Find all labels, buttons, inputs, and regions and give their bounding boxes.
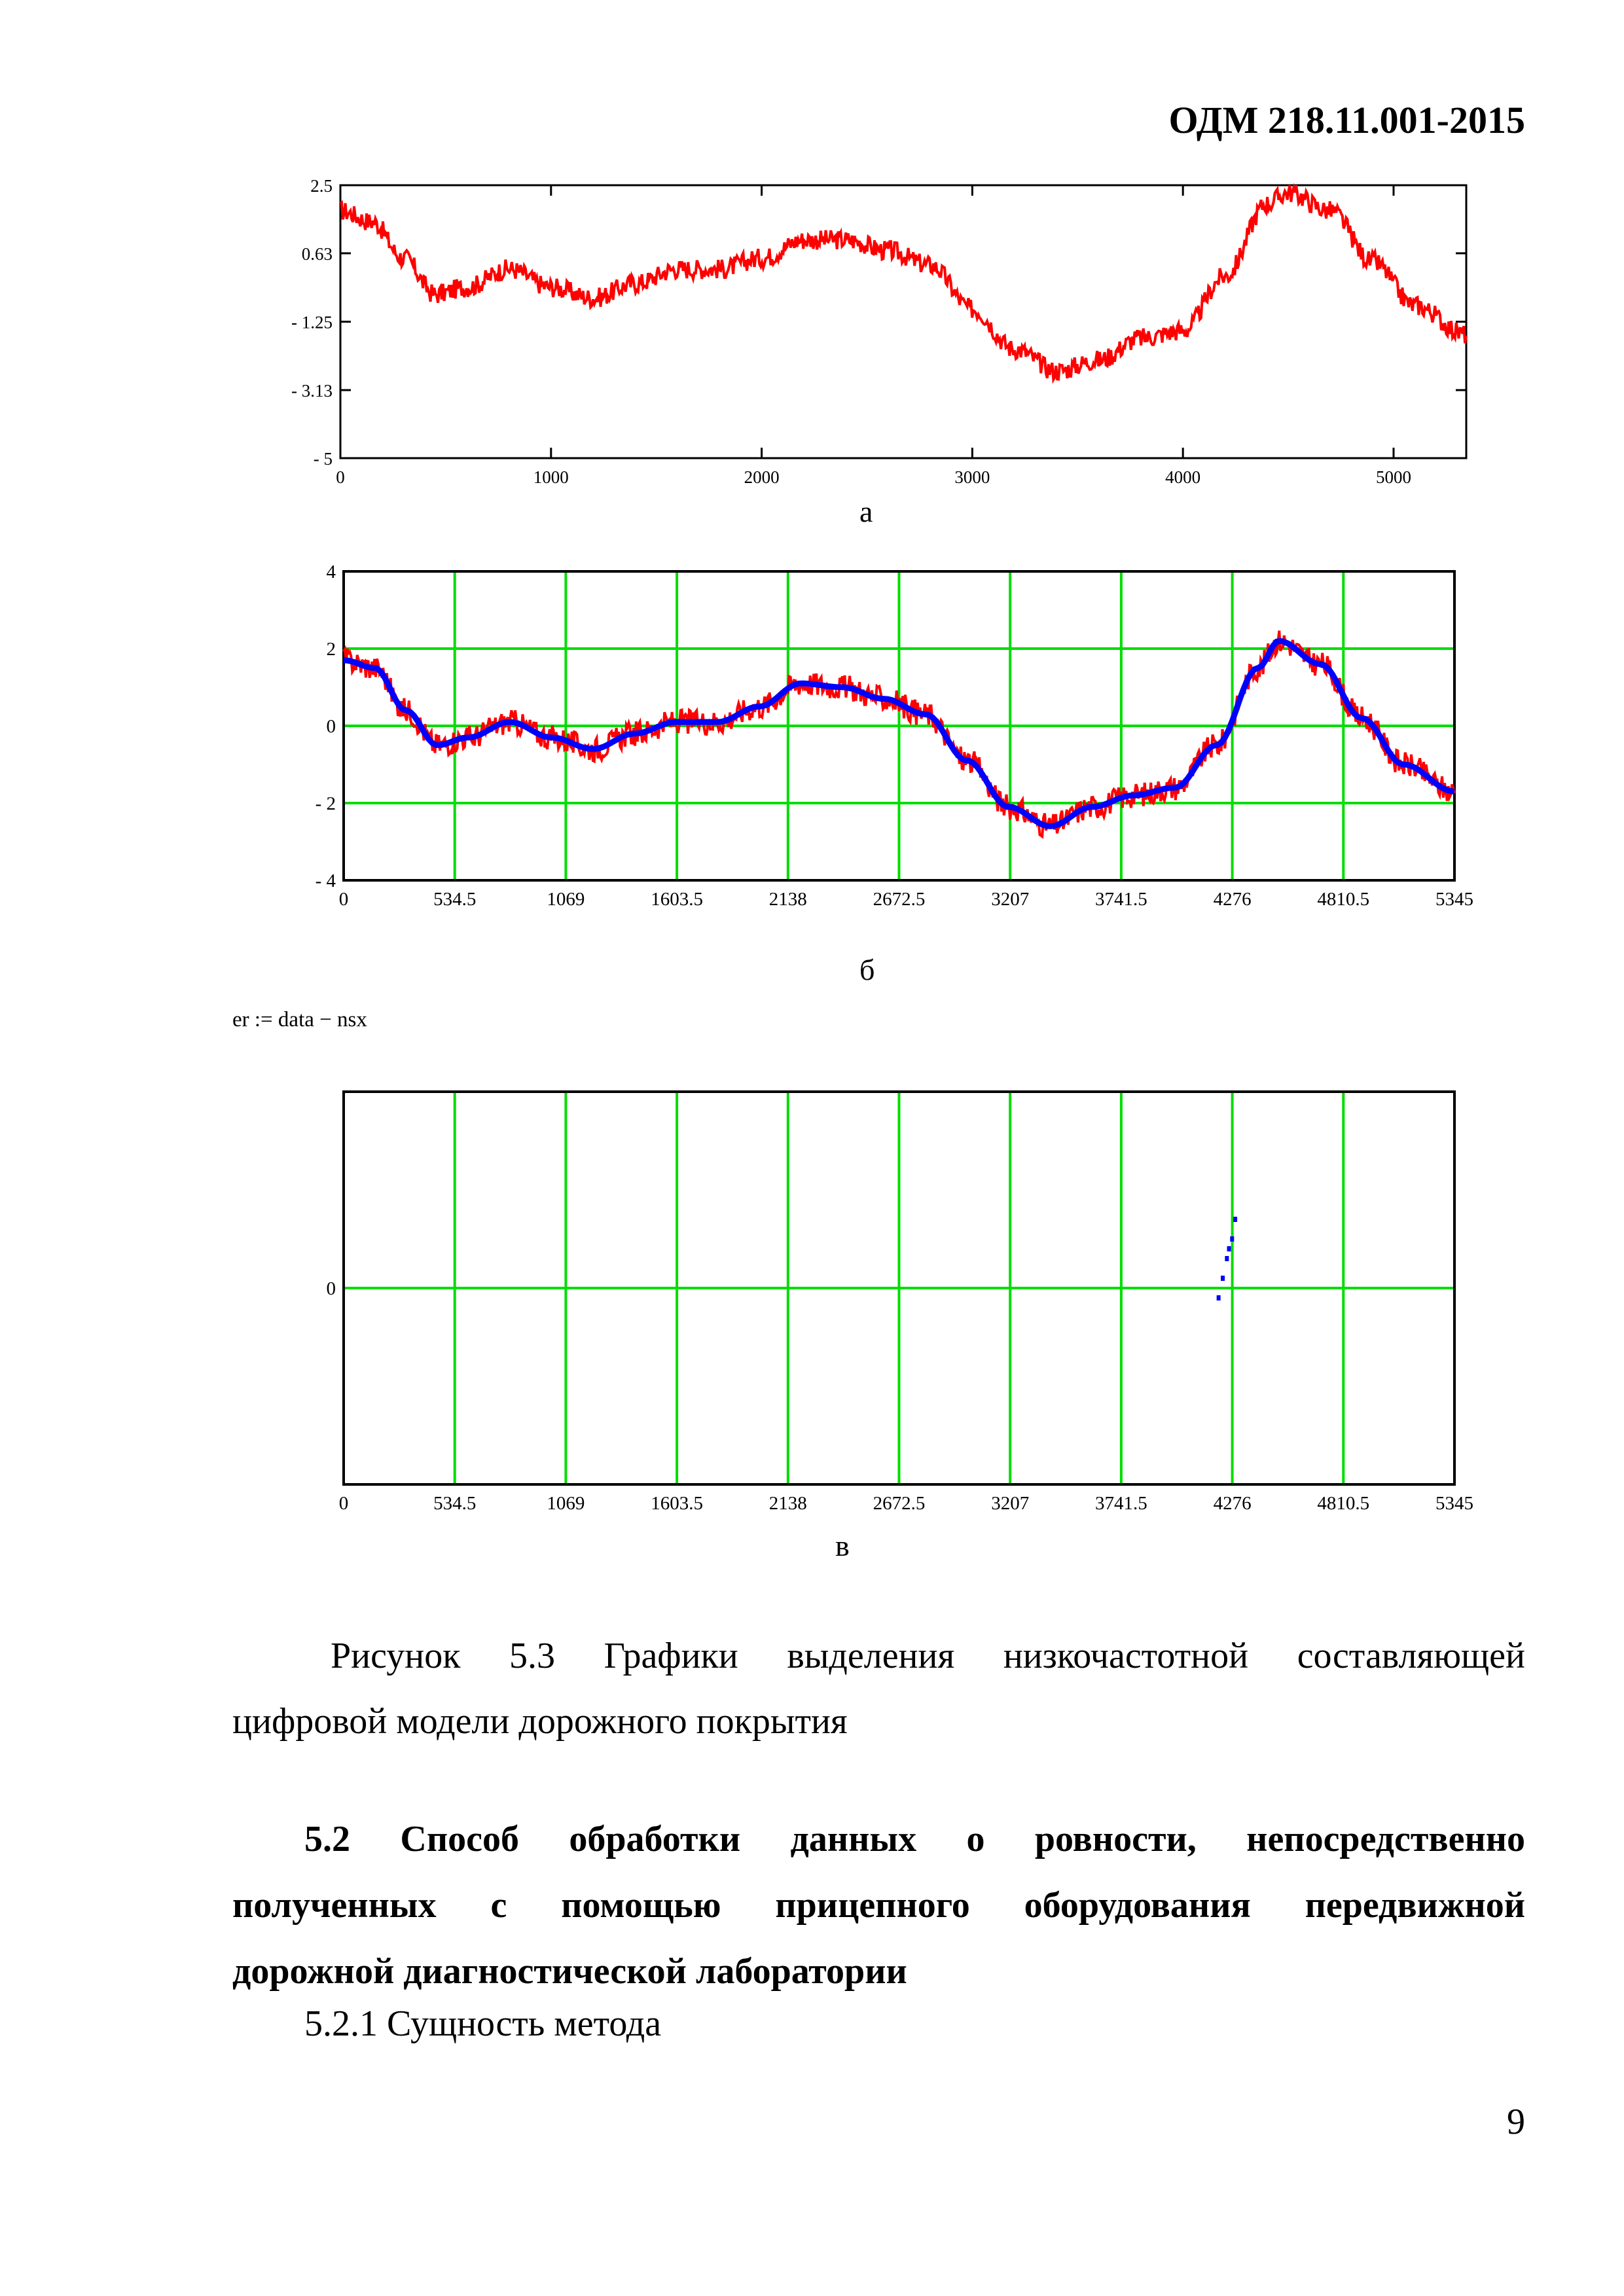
chart-b-xtick-label: 1069 (547, 889, 585, 910)
chart-c-xtick-label: 1069 (547, 1493, 585, 1514)
chart-a-xtick-label: 3000 (954, 467, 990, 487)
chart-a-ytick-label: 0.63 (301, 243, 333, 264)
chart-c-xtick-label: 4810.5 (1317, 1493, 1370, 1514)
chart-a-xtick-label: 2000 (744, 467, 780, 487)
chart-a-ytick-label: - 1.25 (291, 312, 333, 332)
chart-a-label: а (859, 495, 873, 528)
chart-b-xtick-label: 1603.5 (651, 889, 703, 910)
chart-c-label: в (835, 1529, 850, 1562)
chart-c-ytick-label: 0 (326, 1278, 336, 1299)
chart-a-ytick-label: - 3.13 (291, 381, 333, 401)
chart-b-ytick-label: - 4 (315, 870, 336, 891)
chart-b-ytick-label: 4 (326, 562, 336, 583)
chart-b-xtick-label: 4810.5 (1317, 889, 1370, 910)
chart-c-point (1227, 1246, 1231, 1251)
chart-b-xtick-label: 4276 (1213, 889, 1252, 910)
chart-c-point (1221, 1276, 1225, 1281)
formula: er := data − nsx (232, 1008, 367, 1031)
page-number: 9 (1507, 2102, 1525, 2142)
chart-b-xtick-label: 2672.5 (873, 889, 926, 910)
chart-a-ytick-label: - 5 (313, 449, 333, 469)
chart-c-point (1225, 1256, 1229, 1261)
chart-b-ytick-label: 0 (326, 716, 336, 737)
document-code: ОДМ 218.11.001-2015 (1168, 99, 1525, 141)
caption-line-1: Рисунок 5.3 Графики выделения низкочастотной составляющей (331, 1636, 1525, 1676)
chart-a-ytick-label: 2.5 (310, 176, 333, 196)
chart-c-xtick-label: 2672.5 (873, 1493, 926, 1514)
chart-c-xtick-label: 3207 (991, 1493, 1030, 1514)
chart-c-xtick-label: 2138 (768, 1493, 807, 1514)
chart-c-xtick-label: 5345 (1435, 1493, 1473, 1514)
chart-b-xtick-label: 5345 (1435, 889, 1473, 910)
caption-line-2: цифровой модели дорожного покрытия (232, 1701, 848, 1742)
figure-caption (232, 1623, 1525, 1754)
chart-c-point (1230, 1236, 1234, 1242)
chart-b-xtick-label: 2138 (768, 889, 807, 910)
chart-c-xtick-label: 534.5 (433, 1493, 477, 1514)
chart-c-xtick-label: 3741.5 (1095, 1493, 1147, 1514)
section-heading-line-1: 5.2 Способ обработки данных о ровности, непосредственно (304, 1819, 1525, 1859)
chart-b-xtick-label: 0 (338, 889, 349, 910)
chart-c-xtick-label: 1603.5 (651, 1493, 703, 1514)
chart-b-ytick-label: 2 (326, 639, 336, 660)
section-heading-line-2: полученных с помощью прицепного оборудования передвижной (232, 1885, 1525, 1926)
chart-b-ytick-label: - 2 (315, 793, 336, 814)
chart-c-xtick-label: 4276 (1213, 1493, 1252, 1514)
chart-a-xtick-label: 1000 (533, 467, 569, 487)
section-heading (232, 1806, 1525, 2005)
chart-b-xtick-label: 3741.5 (1095, 889, 1147, 910)
chart-b-xtick-label: 534.5 (433, 889, 477, 910)
chart-c-point (1233, 1217, 1237, 1222)
chart-a-xtick-label: 5000 (1375, 467, 1411, 487)
chart-b-xtick-label: 3207 (991, 889, 1030, 910)
chart-a-xtick-label: 0 (336, 467, 345, 487)
chart-a-xtick-label: 4000 (1165, 467, 1201, 487)
section-heading-line-3: дорожной диагностической лаборатории (232, 1951, 907, 1992)
chart-c-xtick-label: 0 (338, 1493, 349, 1514)
subsection-heading: 5.2.1 Сущность метода (304, 2003, 662, 2044)
chart-b-label: б (859, 953, 875, 986)
chart-c-point (1217, 1295, 1221, 1300)
